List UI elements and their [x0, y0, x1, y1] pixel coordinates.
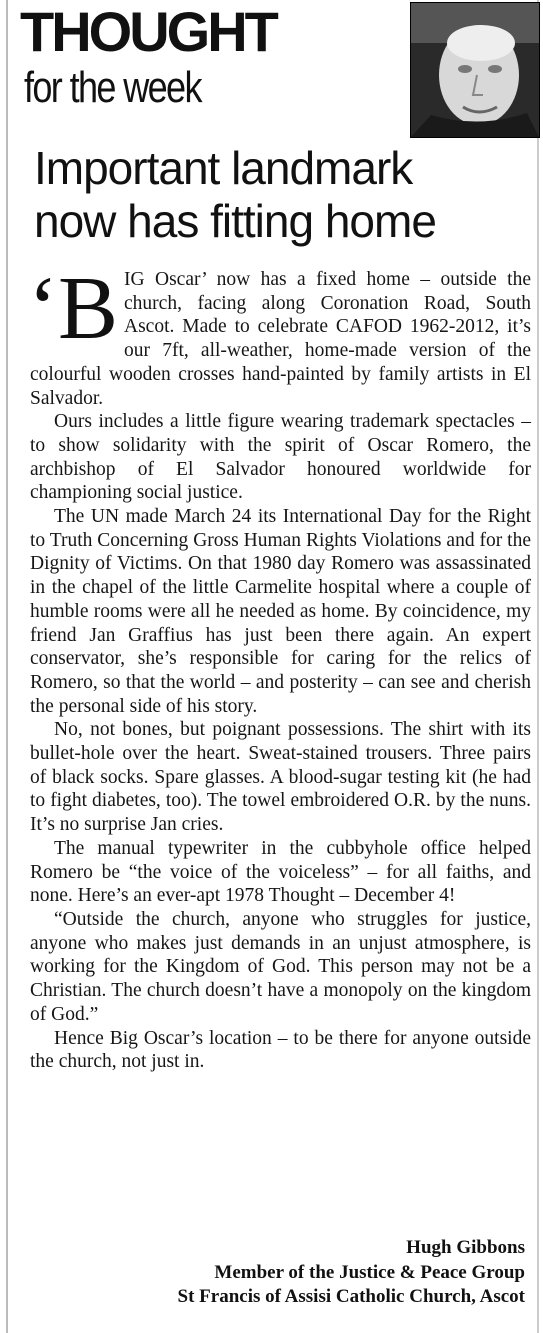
- masthead-title: THOUGHT: [20, 0, 276, 63]
- article-paragraph-7: Hence Big Oscar’s location – to be there for anyone outside the church, not just in.: [30, 1027, 531, 1073]
- masthead-subtitle: for the week: [24, 63, 201, 112]
- drop-cap: [28, 259, 119, 358]
- article-paragraph-5: The manual typewriter in the cubbyhole office helped Romero be “the voice of the voiceless” – for all faiths, and none. Here’s an ever-apt 1978 Thought – December 4!: [30, 837, 531, 907]
- headline-line-1: Important landmark: [34, 142, 413, 194]
- author-photo: [410, 2, 540, 138]
- article-paragraph-4: No, not bones, but poignant possessions. The shirt with its bullet-hole over the heart. Sweat-stained trousers. Three pairs of black socks. Spare glasses. A blood-sugar testing kit (he had to fight diabetes, too). The towel embroidered O.R. by the nuns. It’s no surprise Jan cries.: [30, 719, 531, 836]
- author-church: St Francis of Assisi Catholic Church, Ascot: [177, 1286, 525, 1307]
- author-signature: [25, 1236, 525, 1310]
- author-role: Member of the Justice & Peace Group: [214, 1261, 525, 1283]
- article-headline: [34, 142, 534, 248]
- right-edge: [537, 0, 539, 1333]
- article-body: [28, 259, 531, 1074]
- paragraph-text: IG Oscar’ now has a fixed home – outside the church, facing along Coronation Road, South Ascot. Made to celebrate CAFOD 1962-2012, it’s our 7ft, all-weather, home-made version of the colourful wooden crosses hand-painted by family artists in El Salvador.: [30, 269, 531, 409]
- article-paragraph-1: [28, 259, 531, 410]
- article-paragraph-6: “Outside the church, anyone who struggles for justice, anyone who makes just demands in an unjust atmosphere, is working for the Kingdom of God. This person may not be a Christian. The church doesn’t have a monopoly on the kingdom of God.”: [30, 908, 531, 1025]
- article-paragraph-3: The UN made March 24 its International Day for the Right to Truth Concerning Gross Human Rights Violations and for the Dignity of Victims. On that 1980 day Romero was assassinated in the chapel of the little Carmelite hospital where a couple of humble rooms were all he needed as home. By coincidence, my friend Jan Graffius has just been there again. An expert conservator, she’s responsible for caring for the relics of Romero, so that the world – and posterity – can see and cherish the personal side of his story.: [30, 506, 531, 717]
- author-portrait-image: [411, 3, 539, 137]
- left-edge: [6, 0, 8, 1333]
- drop-cap-letter: B: [57, 259, 119, 358]
- headline-line-2: now has fitting home: [34, 195, 436, 247]
- article-paragraph-2: Ours includes a little figure wearing trademark spectacles – to show solidarity with the spirit of Oscar Romero, the archbishop of El Salvador honoured worldwide for championing social justice.: [30, 411, 531, 504]
- opening-quote-mark: ‘: [28, 259, 58, 358]
- column-masthead: [20, 0, 400, 118]
- author-name: Hugh Gibbons: [406, 1237, 525, 1258]
